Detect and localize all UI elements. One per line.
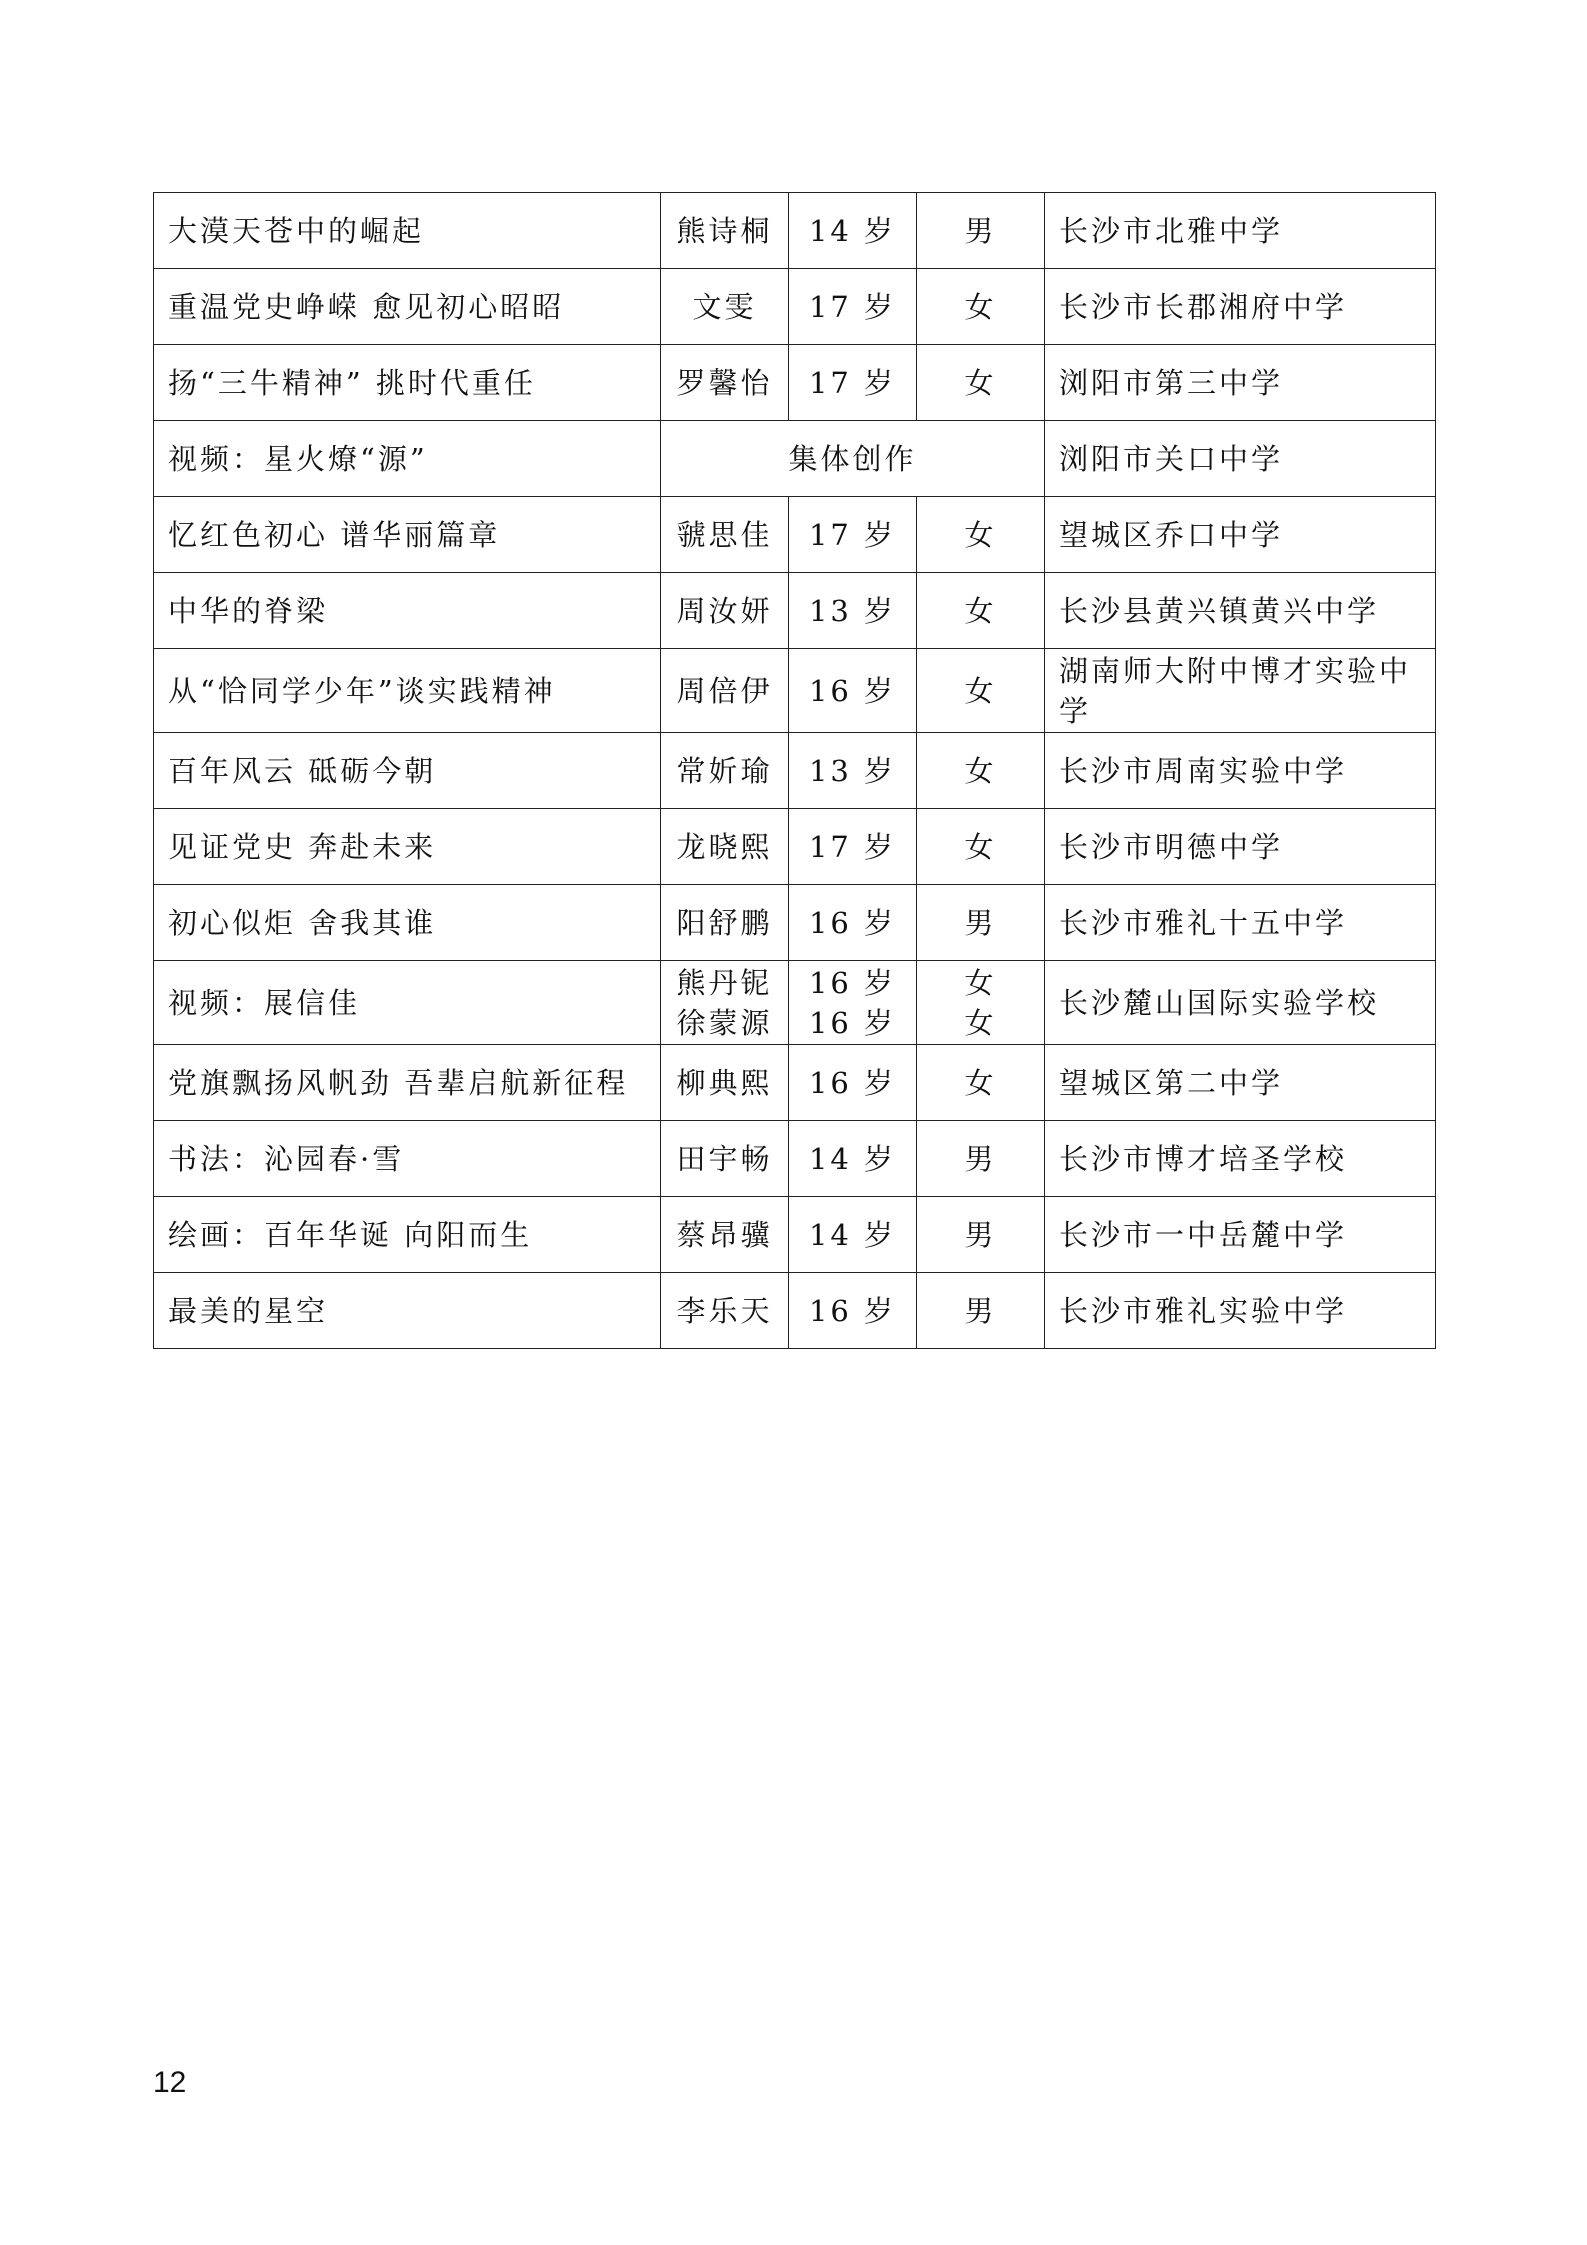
school-name: 长沙市长郡湘府中学: [1045, 269, 1436, 345]
work-title: 绘画：百年华诞 向阳而生: [154, 1197, 661, 1273]
author-age-line: 16 岁: [808, 965, 897, 1000]
author-age: 17 岁: [789, 269, 917, 345]
author-gender: 女: [917, 345, 1045, 421]
author-gender: 女: [917, 733, 1045, 809]
author-age: 14 岁: [789, 1121, 917, 1197]
author-name-line: 熊丹铌: [676, 965, 773, 1000]
school-name: 长沙麓山国际实验学校: [1045, 961, 1436, 1045]
author-gender: 女: [917, 649, 1045, 733]
author-gender: 女: [917, 809, 1045, 885]
work-title: 重温党史峥嵘 愈见初心昭昭: [154, 269, 661, 345]
work-title: 中华的脊梁: [154, 573, 661, 649]
author-age: 14 岁: [789, 1197, 917, 1273]
author-gender: 女: [917, 573, 1045, 649]
author-age: [789, 961, 917, 1045]
work-title: 书法：沁园春·雪: [154, 1121, 661, 1197]
table-row: [154, 573, 1436, 649]
author-name: 阳舒鹏: [661, 885, 789, 961]
group-author: 集体创作: [661, 421, 1045, 497]
author-age: 16 岁: [789, 649, 917, 733]
page-number: 12: [153, 2066, 187, 2099]
table-row: [154, 885, 1436, 961]
table-row: [154, 1273, 1436, 1349]
author-name-line: 徐蒙源: [676, 1005, 773, 1040]
school-name: 长沙市博才培圣学校: [1045, 1121, 1436, 1197]
school-name: 浏阳市关口中学: [1045, 421, 1436, 497]
table-row: [154, 961, 1436, 1045]
table-row: [154, 193, 1436, 269]
school-name: 长沙市一中岳麓中学: [1045, 1197, 1436, 1273]
table-row: [154, 1045, 1436, 1121]
school-name: 长沙市雅礼十五中学: [1045, 885, 1436, 961]
table-row: [154, 649, 1436, 733]
table-row: [154, 421, 1436, 497]
author-age-line: 16 岁: [808, 1005, 897, 1040]
table-row: [154, 809, 1436, 885]
table-row: [154, 1121, 1436, 1197]
author-gender: 男: [917, 193, 1045, 269]
author-age: 16 岁: [789, 1273, 917, 1349]
author-name: 龙晓熙: [661, 809, 789, 885]
author-name: 李乐天: [661, 1273, 789, 1349]
school-name-line: 学: [1059, 693, 1092, 728]
author-age: 13 岁: [789, 573, 917, 649]
school-name: 长沙市北雅中学: [1045, 193, 1436, 269]
author-age: 16 岁: [789, 885, 917, 961]
work-title: 忆红色初心 谱华丽篇章: [154, 497, 661, 573]
author-name: 罗馨怡: [661, 345, 789, 421]
work-title: 最美的星空: [154, 1273, 661, 1349]
table-row: [154, 1197, 1436, 1273]
table-row: [154, 497, 1436, 573]
school-name: 长沙市明德中学: [1045, 809, 1436, 885]
author-gender: 男: [917, 1121, 1045, 1197]
school-name: 长沙市雅礼实验中学: [1045, 1273, 1436, 1349]
author-gender-line: 女: [964, 1005, 997, 1040]
author-gender: 女: [917, 269, 1045, 345]
work-title: 从“恰同学少年”谈实践精神: [154, 649, 661, 733]
school-name: 望城区第二中学: [1045, 1045, 1436, 1121]
author-name: 蔡昂骥: [661, 1197, 789, 1273]
work-title: 扬“三牛精神” 挑时代重任: [154, 345, 661, 421]
school-name: [1045, 649, 1436, 733]
author-age: 17 岁: [789, 809, 917, 885]
school-name: 长沙市周南实验中学: [1045, 733, 1436, 809]
entries-table: [153, 192, 1436, 1349]
work-title: 见证党史 奔赴未来: [154, 809, 661, 885]
work-title: 视频：星火燎“源”: [154, 421, 661, 497]
author-age: 17 岁: [789, 497, 917, 573]
table-row: [154, 269, 1436, 345]
author-name: 熊诗桐: [661, 193, 789, 269]
work-title: 视频：展信佳: [154, 961, 661, 1045]
author-age: 14 岁: [789, 193, 917, 269]
author-gender: 女: [917, 1045, 1045, 1121]
author-name: 常妡瑜: [661, 733, 789, 809]
author-name: 田宇畅: [661, 1121, 789, 1197]
work-title: 初心似炬 舍我其谁: [154, 885, 661, 961]
author-gender: 女: [917, 497, 1045, 573]
author-gender: 男: [917, 1273, 1045, 1349]
author-name: 周倍伊: [661, 649, 789, 733]
author-gender: 男: [917, 1197, 1045, 1273]
table-row: [154, 345, 1436, 421]
author-gender-line: 女: [964, 965, 997, 1000]
author-age: 13 岁: [789, 733, 917, 809]
school-name: 望城区乔口中学: [1045, 497, 1436, 573]
author-gender: [917, 961, 1045, 1045]
author-gender: 男: [917, 885, 1045, 961]
school-name-line: 湖南师大附中博才实验中: [1059, 653, 1412, 688]
school-name: 浏阳市第三中学: [1045, 345, 1436, 421]
work-title: 百年风云 砥砺今朝: [154, 733, 661, 809]
author-age: 17 岁: [789, 345, 917, 421]
author-name: 周汝妍: [661, 573, 789, 649]
author-name: 虢思佳: [661, 497, 789, 573]
work-title: 大漠天苍中的崛起: [154, 193, 661, 269]
table-row: [154, 733, 1436, 809]
author-name: 文雯: [661, 269, 789, 345]
author-name: 柳典熙: [661, 1045, 789, 1121]
work-title: 党旗飘扬风帆劲 吾辈启航新征程: [154, 1045, 661, 1121]
author-name: [661, 961, 789, 1045]
author-age: 16 岁: [789, 1045, 917, 1121]
school-name: 长沙县黄兴镇黄兴中学: [1045, 573, 1436, 649]
